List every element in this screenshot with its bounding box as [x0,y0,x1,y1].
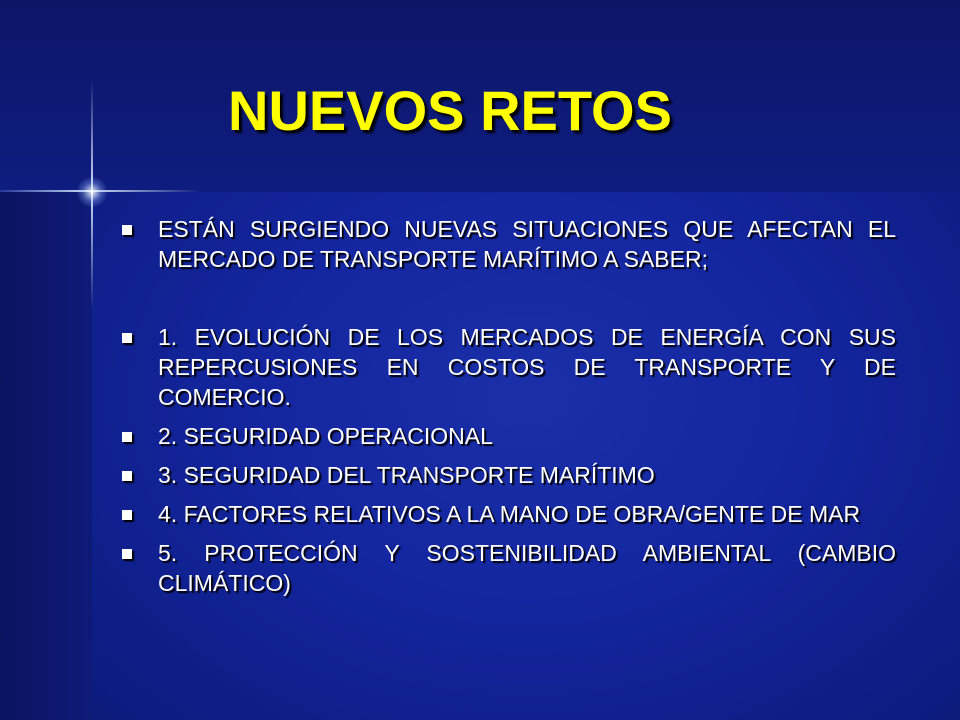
bullet-text: 2. SEGURIDAD OPERACIONAL [158,423,493,449]
bullet-item [118,322,896,412]
square-bullet-icon [122,510,132,520]
square-bullet-icon [122,471,132,481]
slide-title: NUEVOS RETOS [228,79,672,142]
bullet-item [118,214,896,274]
square-bullet-icon [122,549,132,559]
bullet-item [118,421,896,451]
bullet-text: ESTÁN SURGIENDO NUEVAS SITUACIONES QUE AFECTAN EL MERCADO DE TRANSPORTE MARÍTIMO A SABER; [158,216,896,272]
square-bullet-icon [122,225,132,235]
bullet-item [118,538,896,598]
bullet-item [118,460,896,490]
square-bullet-icon [122,432,132,442]
square-bullet-icon [122,333,132,343]
bullet-text: 3. SEGURIDAD DEL TRANSPORTE MARÍTIMO [158,462,655,488]
left-band [0,192,92,720]
bullet-text: 4. FACTORES RELATIVOS A LA MANO DE OBRA/GENTE DE MAR [158,501,861,527]
bullet-text: 1. EVOLUCIÓN DE LOS MERCADOS DE ENERGÍA CON SUS REPERCUSIONES EN COSTOS DE TRANSPORTE Y DE COMERCIO. [158,324,896,410]
star-sparkle-icon [76,176,108,208]
bullet-text: 5. PROTECCIÓN Y SOSTENIBILIDAD AMBIENTAL (CAMBIO CLIMÁTICO) [158,540,896,596]
bullet-list [118,214,896,598]
bullet-item [118,499,896,529]
